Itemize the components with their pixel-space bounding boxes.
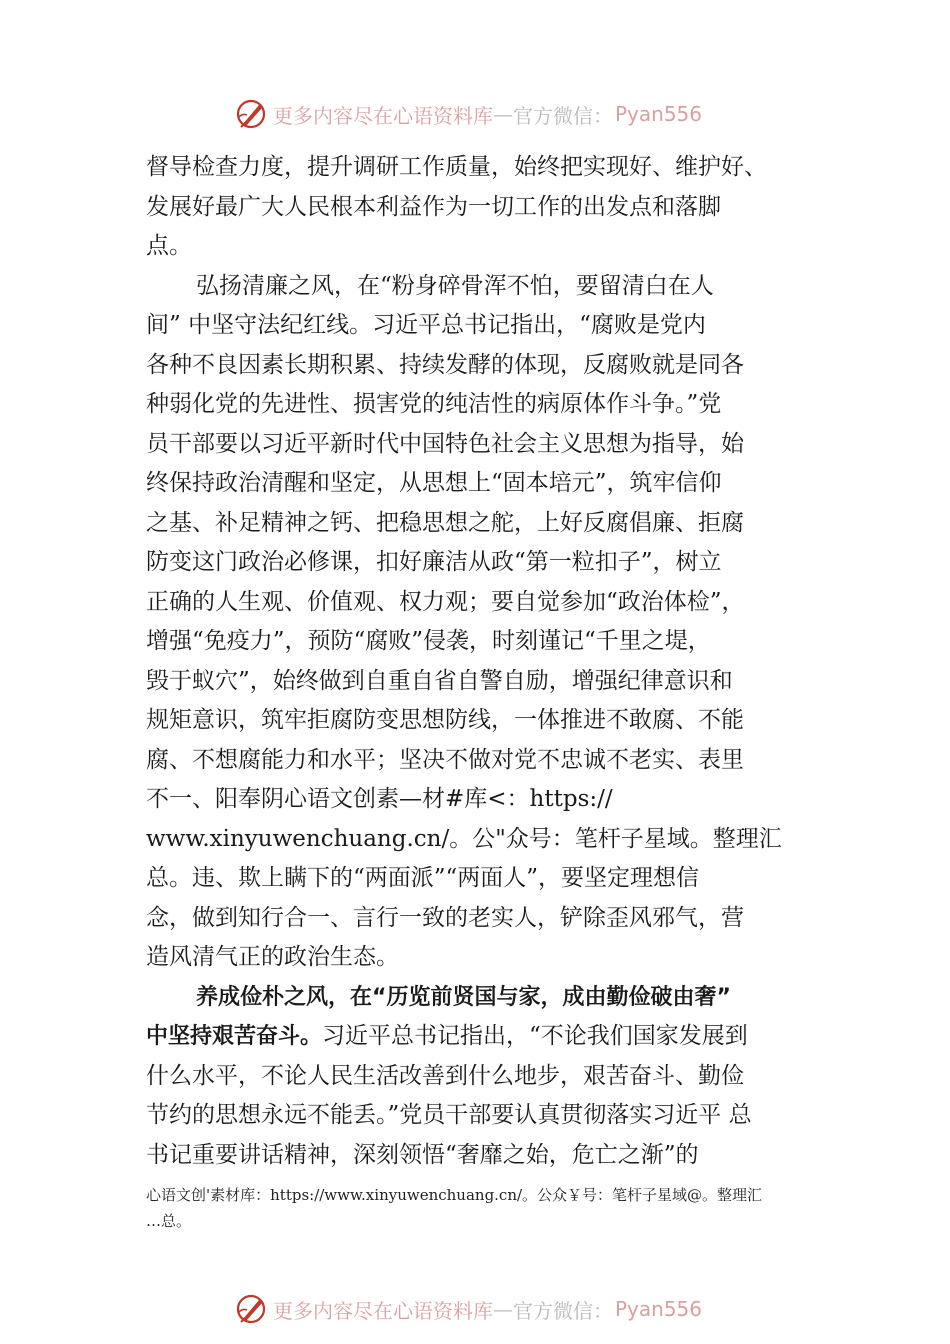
text-line <box>146 1017 811 1057</box>
text-line: 种弱化党的先进性、损害党的纯洁性的病原体作斗争。”党 <box>146 391 722 417</box>
footer-banner <box>233 1289 702 1329</box>
text-line: 防变这门政治必修课，扣好廉洁从政“第一粒扣子”，树立 <box>146 549 722 575</box>
text-line: 什么水平，不论人民生活改善到什么地步，艰苦奋斗、勤俭 <box>146 1062 744 1089</box>
text-line: 规矩意识，筑牢拒腐防变思想防线，一体推进不敢腐、不能 <box>146 707 744 733</box>
banner-label: 官方微信： <box>513 103 613 128</box>
text-line: 念，做到知行合一、言行一致的老实人，铲除歪风邪气，营 <box>146 904 744 931</box>
footnote-line: …总。 <box>146 1212 192 1230</box>
banner-label: 官方微信： <box>513 1298 613 1323</box>
section-heading-tail: 中坚持艰苦奋斗。 <box>146 1024 323 1049</box>
banner-text: 更多内容尽在心语资料库 <box>273 1298 493 1323</box>
text-span: 习近平总书记指出，“不论我们国家发展到 <box>322 1023 748 1049</box>
text-line: 之基、补足精神之钙、把稳思想之舵，上好反腐倡廉、拒腐 <box>146 509 744 536</box>
text-line: www.xinyuwenchuang.cn/。公"众号：笔杆子星域。整理汇 <box>146 825 782 852</box>
section-heading <box>146 978 811 1018</box>
text-line: 发展好最广大人民根本利益作为一切工作的出发点和落脚 <box>146 193 721 220</box>
footnote-line: 心语文创'素材库：https://www.xinyuwenchuang.cn/。公众￥号：笔杆子星域@。整理汇 <box>146 1186 763 1204</box>
banner-text: 更多内容尽在心语资料库 <box>273 103 493 128</box>
section-heading-text: 养成俭朴之风，在“历览前贤国与家，成由勤俭破由奢” <box>196 984 731 1010</box>
text-line: 毁于蚁穴”，始终做到自重自省自警自励，增强纪律意识和 <box>146 667 733 694</box>
banner-dash: — <box>493 102 513 126</box>
footnote <box>146 1182 836 1234</box>
text-line: 腐、不想腐能力和水平；坚决不做对党不忠诚不老实、表里 <box>146 746 744 773</box>
banner-id: Pyan556 <box>615 1297 703 1321</box>
text-line: 终保持政治清醒和坚定，从思想上“固本培元”，筑牢信仰 <box>146 470 722 496</box>
text-line: 正确的人生观、价值观、权力观；要自觉参加“政治体检”， <box>146 588 745 615</box>
text-line: 不一、阳奉阴心语文创素—材#库<：https:// <box>146 786 613 812</box>
text-line: 总。违、欺上瞒下的“两面派”“两面人”，要坚定理想信 <box>146 865 700 891</box>
text-line: 增强“免疫力”，预防“腐败”侵袭，时刻谨记“千里之堤， <box>146 628 711 654</box>
banner-id: Pyan556 <box>615 102 703 126</box>
header-banner <box>233 94 702 134</box>
text-line: 员干部要以习近平新时代中国特色社会主义思想为指导，始 <box>146 430 744 457</box>
text-line: 书记重要讲话精神，深刻领悟“奢靡之始，危亡之渐”的 <box>146 1141 699 1168</box>
text-line: 间” 中坚守法纪红线。习近平总书记指出，“腐败是党内 <box>146 312 706 338</box>
text-line: 造风清气正的政治生态。 <box>146 944 399 970</box>
banner-dash: — <box>493 1297 513 1321</box>
text-line: 点。 <box>146 233 192 259</box>
text-line: 节约的思想永远不能丢。”党员干部要认真贯彻落实习近平 总 <box>146 1102 752 1128</box>
text-line: 督导检查力度，提升调研工作质量，始终把实现好、维护好、 <box>146 154 767 180</box>
body-text <box>146 148 811 1175</box>
quill-logo-icon <box>233 1291 269 1327</box>
text-line: 弘扬清廉之风，在“粉身碎骨浑不怕，要留清白在人 <box>196 272 714 299</box>
quill-logo-icon <box>233 96 269 132</box>
text-line: 各种不良因素长期积累、持续发酵的体现，反腐败就是同各 <box>146 351 744 378</box>
